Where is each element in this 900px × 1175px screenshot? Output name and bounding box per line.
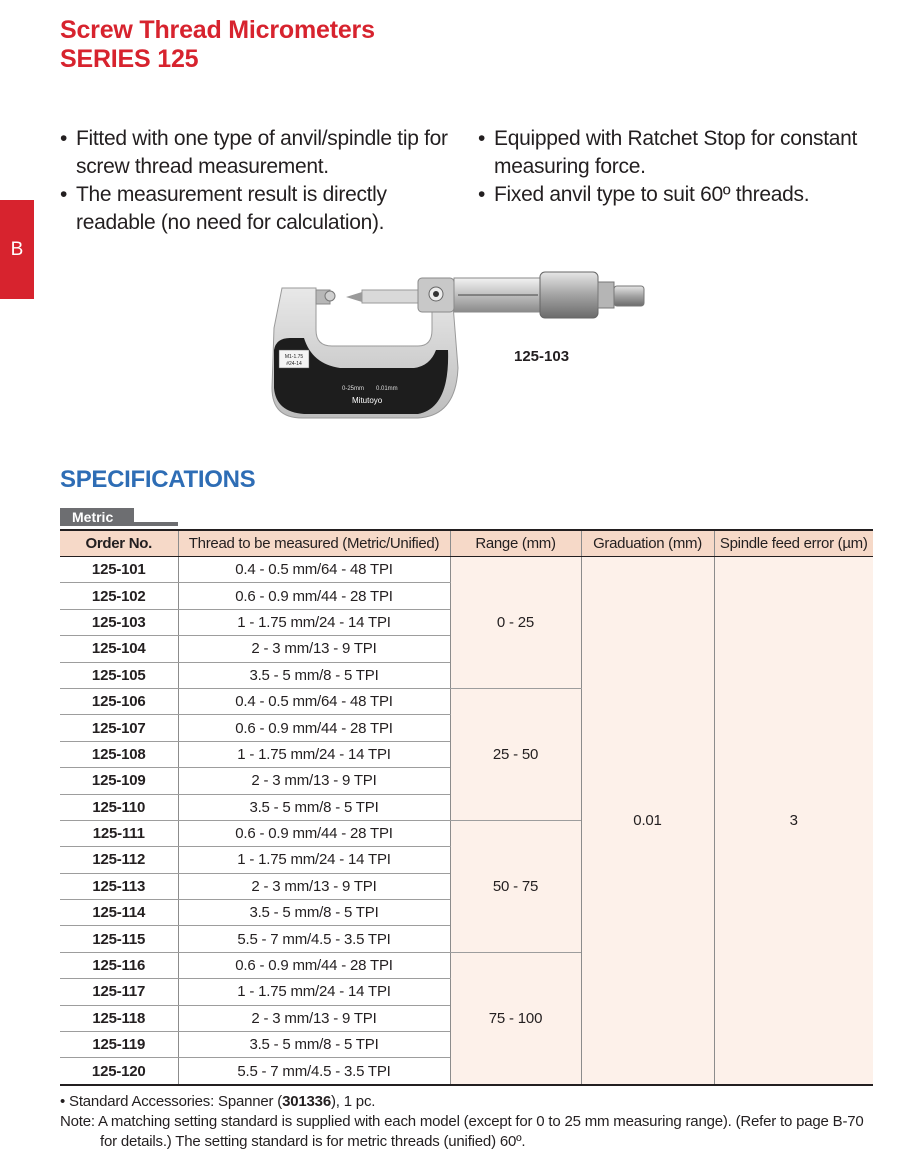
specifications-table <box>60 529 873 1086</box>
feature-item: • Equipped with Ratchet Stop for constant measuring force. <box>476 125 876 181</box>
metric-tab: Metric <box>60 508 134 526</box>
thread-cell: 1 - 1.75 mm/24 - 14 TPI <box>178 847 450 873</box>
range-cell: 25 - 50 <box>450 688 581 820</box>
thread-cell: 0.6 - 0.9 mm/44 - 28 TPI <box>178 820 450 846</box>
order-no-cell: 125-118 <box>60 1005 178 1031</box>
order-no-cell: 125-119 <box>60 1032 178 1058</box>
order-no-cell: 125-114 <box>60 900 178 926</box>
thread-cell: 3.5 - 5 mm/8 - 5 TPI <box>178 1032 450 1058</box>
thread-cell: 0.6 - 0.9 mm/44 - 28 TPI <box>178 583 450 609</box>
order-no-cell: 125-103 <box>60 609 178 635</box>
frame-range-text: 0-25mm <box>342 386 365 392</box>
brand-logo: Mitutoyo <box>352 396 383 405</box>
thread-cell: 0.6 - 0.9 mm/44 - 28 TPI <box>178 952 450 978</box>
order-no-cell: 125-116 <box>60 952 178 978</box>
accessories-prefix: • Standard Accessories: Spanner ( <box>60 1093 283 1110</box>
feature-list-left <box>58 125 468 237</box>
thread-cell: 1 - 1.75 mm/24 - 14 TPI <box>178 979 450 1005</box>
thread-cell: 0.6 - 0.9 mm/44 - 28 TPI <box>178 715 450 741</box>
order-no-cell: 125-107 <box>60 715 178 741</box>
title-line-1: Screw Thread Micrometers <box>60 16 375 44</box>
thread-cell: 1 - 1.75 mm/24 - 14 TPI <box>178 741 450 767</box>
order-no-cell: 125-120 <box>60 1058 178 1085</box>
thread-cell: 3.5 - 5 mm/8 - 5 TPI <box>178 662 450 688</box>
frame-grad-text: 0.01mm <box>376 386 398 392</box>
frame-label-1: M1-1.75 <box>284 354 304 360</box>
title-line-2: SERIES 125 <box>60 45 199 73</box>
accessories-note <box>60 1092 864 1112</box>
feature-item: • Fixed anvil type to suit 60º threads. <box>476 181 876 209</box>
specifications-heading: SPECIFICATIONS <box>60 466 256 493</box>
footnotes <box>60 1092 864 1152</box>
feed-error-cell: 3 <box>714 557 873 1085</box>
accessories-suffix: ), 1 pc. <box>330 1093 376 1110</box>
section-tab: B <box>0 200 34 299</box>
range-cell: 75 - 100 <box>450 952 581 1084</box>
order-no-cell: 125-110 <box>60 794 178 820</box>
thread-cell: 2 - 3 mm/13 - 9 TPI <box>178 636 450 662</box>
thread-cell: 5.5 - 7 mm/4.5 - 3.5 TPI <box>178 926 450 952</box>
order-no-cell: 125-115 <box>60 926 178 952</box>
order-no-cell: 125-101 <box>60 557 178 583</box>
table-row <box>60 557 873 583</box>
order-no-cell: 125-108 <box>60 741 178 767</box>
feature-list-right <box>476 125 876 209</box>
thread-cell: 2 - 3 mm/13 - 9 TPI <box>178 1005 450 1031</box>
thread-cell: 0.4 - 0.5 mm/64 - 48 TPI <box>178 557 450 583</box>
page-title <box>60 16 375 74</box>
feature-item: • The measurement result is directly readable (no need for calculation). <box>58 181 468 237</box>
setting-standard-note: Note: A matching setting standard is supplied with each model (except for 0 to 25 mm measuring range). (Refer to page B-70 <box>60 1113 864 1130</box>
setting-standard-note-cont: for details.) The setting standard is for metric threads (unified) 60º. <box>100 1133 526 1150</box>
order-no-cell: 125-105 <box>60 662 178 688</box>
thread-cell: 5.5 - 7 mm/4.5 - 3.5 TPI <box>178 1058 450 1085</box>
thread-cell: 2 - 3 mm/13 - 9 TPI <box>178 768 450 794</box>
order-no-cell: 125-109 <box>60 768 178 794</box>
feature-item: • Fitted with one type of anvil/spindle tip for screw thread measurement. <box>58 125 468 181</box>
order-no-cell: 125-102 <box>60 583 178 609</box>
table-header-row <box>60 530 873 557</box>
metric-tab-underline <box>134 522 178 526</box>
column-header-graduation: Graduation (mm) <box>581 530 714 557</box>
image-caption: 125-103 <box>514 348 570 365</box>
column-header-range: Range (mm) <box>450 530 581 557</box>
micrometer-image <box>268 268 653 428</box>
order-no-cell: 125-112 <box>60 847 178 873</box>
range-cell: 50 - 75 <box>450 820 581 952</box>
range-cell: 0 - 25 <box>450 557 581 689</box>
order-no-cell: 125-104 <box>60 636 178 662</box>
order-no-cell: 125-106 <box>60 688 178 714</box>
thread-cell: 3.5 - 5 mm/8 - 5 TPI <box>178 900 450 926</box>
column-header-thread: Thread to be measured (Metric/Unified) <box>178 530 450 557</box>
order-no-cell: 125-111 <box>60 820 178 846</box>
order-no-cell: 125-117 <box>60 979 178 1005</box>
frame-label-2: #24-14 <box>286 361 302 367</box>
thread-cell: 2 - 3 mm/13 - 9 TPI <box>178 873 450 899</box>
thread-cell: 3.5 - 5 mm/8 - 5 TPI <box>178 794 450 820</box>
column-header-order: Order No. <box>60 530 178 557</box>
order-no-cell: 125-113 <box>60 873 178 899</box>
accessory-code: 301336 <box>282 1093 331 1110</box>
graduation-cell: 0.01 <box>581 557 714 1085</box>
column-header-feed-error: Spindle feed error (µm) <box>714 530 873 557</box>
thread-cell: 1 - 1.75 mm/24 - 14 TPI <box>178 609 450 635</box>
thread-cell: 0.4 - 0.5 mm/64 - 48 TPI <box>178 688 450 714</box>
